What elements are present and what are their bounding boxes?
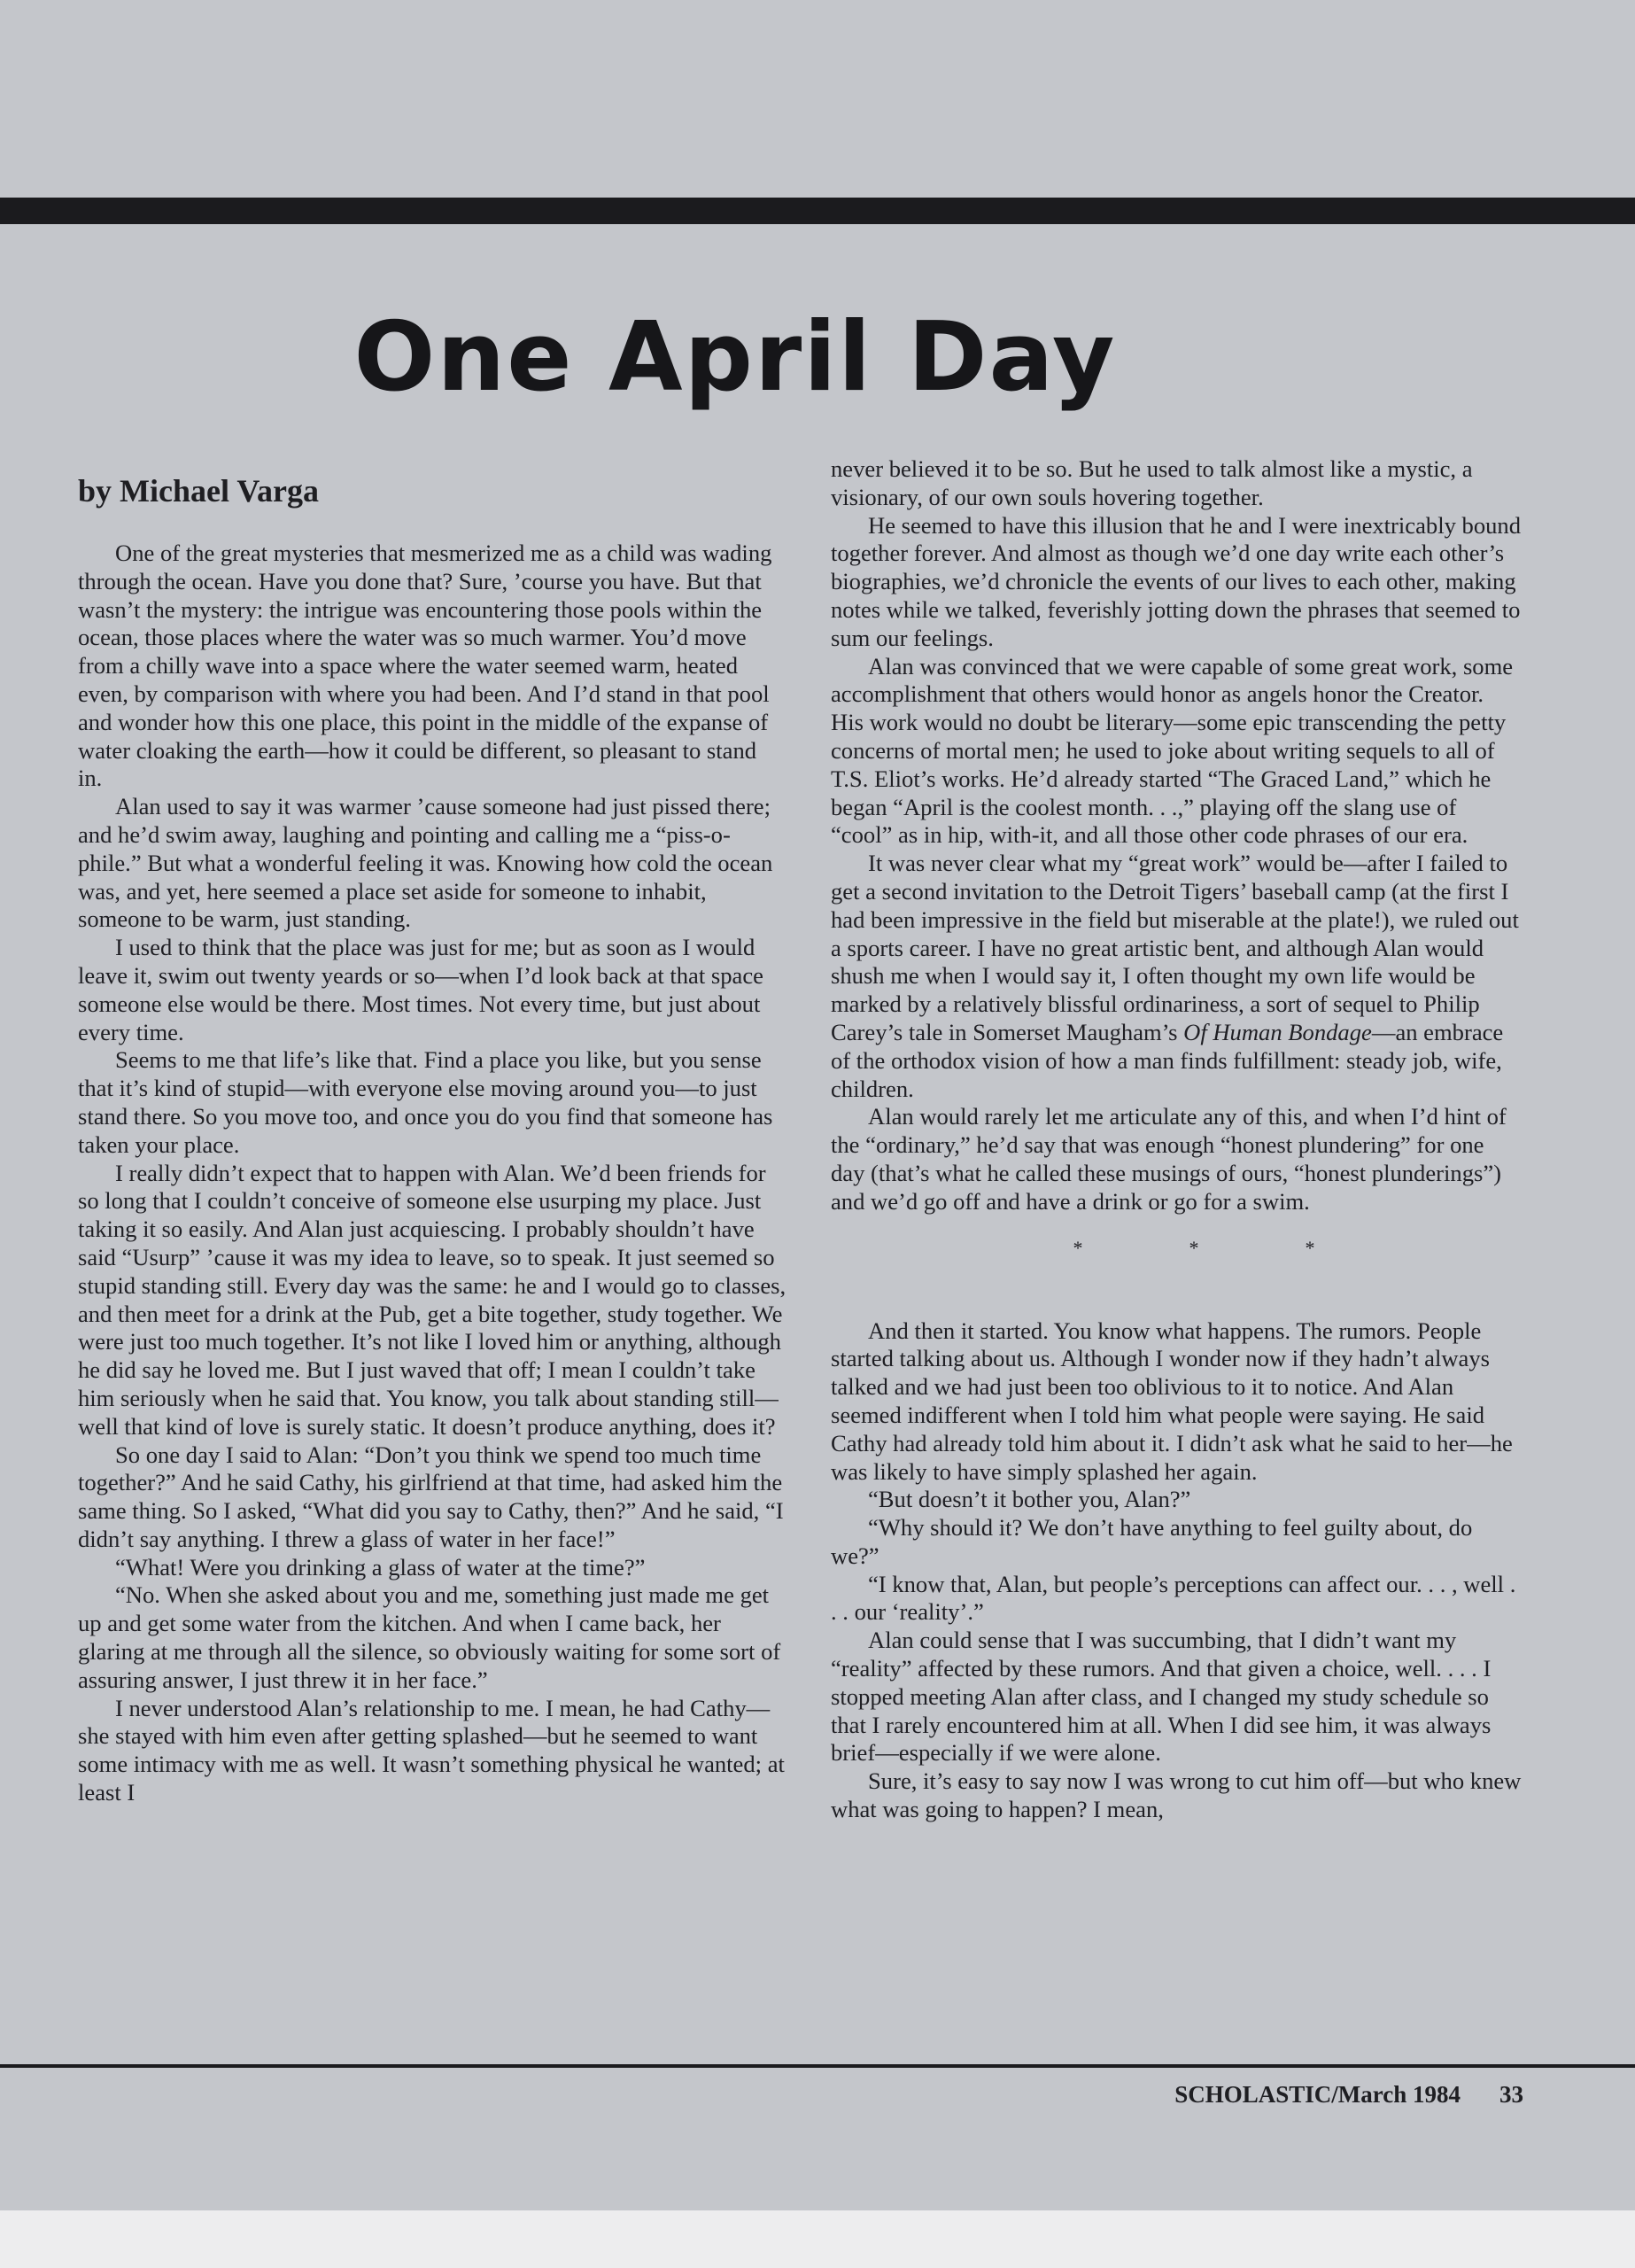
paragraph: “No. When she asked about you and me, something just made me get up and get some water from the kitchen. And when I came back, her glaring at me through all the silence, so obviously waiting for some sort of assuring answer, I just threw it in her face.” bbox=[78, 1581, 781, 1693]
page-number: 33 bbox=[1499, 2081, 1523, 2108]
paragraph: Alan would rarely let me articulate any of this, and when I’d hint of the “ordinary,” he’d say that was enough “honest plundering” for one day (that’s what he called these musings of ours, “honest plunderings”) and we’d go off and have a drink or go for a swim. bbox=[831, 1103, 1507, 1215]
paragraph bbox=[831, 850, 1522, 1103]
paragraph: So one day I said to Alan: “Don’t you think we spend too much time together?” And he said Cathy, his girlfriend at that time, had asked him the same thing. So I asked, “What did you say to Cathy, then?” And he said, “I didn’t say anything. I threw a glass of water in her face!” bbox=[78, 1441, 784, 1552]
page-footer bbox=[1174, 2081, 1523, 2109]
paragraph: Alan was convinced that we were capable of some great work, some accomplishment that others would honor as angels honor the Creator. His work would no doubt be literary—some epic transcending the petty concerns of mortal men; he used to joke about writing sequels to all of T.S. Eliot’s works. He’d already started “The Graced Land,” which he began “April is the coolest month. . .,” playing off the slang use of “cool” as in hip, with-it, and all those other code phrases of our era. bbox=[831, 652, 1514, 849]
paragraph: never believed it to be so. But he used to talk almost like a mystic, a visionary, of our own souls hovering together. bbox=[831, 455, 1473, 510]
top-rule bbox=[0, 198, 1635, 224]
paragraph: Sure, it’s easy to say now I was wrong to cut him off—but who knew what was going to happen? I mean, bbox=[831, 1767, 1522, 1823]
paragraph: Alan used to say it was warmer ’cause someone had just pissed there; and he’d swim away, laughing and pointing and calling me a “piss-o-phile.” But what a wonderful feeling it was. Knowing how cold the ocean was, and yet, here seemed a place set aside for someone to inhabit, someone to be warm, just standing. bbox=[78, 793, 773, 933]
paragraph: He seemed to have this illusion that he and I were inextricably bound together forever. And almost as though we’d one day write each other’s biographies, we’d chronicle the events of our lives to each other, making notes while we talked, feverishly jotting down the phrases that seemed to sum our feelings. bbox=[831, 511, 1522, 651]
section-break-star: * bbox=[1073, 1236, 1083, 1259]
section-break-star: * bbox=[1189, 1236, 1199, 1259]
paragraph: “What! Were you drinking a glass of water at the time?” bbox=[115, 1553, 646, 1581]
section-break bbox=[866, 1216, 1522, 1317]
text-run: It was never clear what my “great work” would be—after I failed to get a second invitation to the Detroit Tigers’ baseball camp (at the first I had been impressive in the field but miserable at the plate!), we ruled out a sports career. I have no great artistic bent, and although Alan would shush me when I would say it, I often thought my own life would be marked by a relatively blissful ordinariness, a sort of sequel to Philip Carey’s tale in Somerset Maugham’s bbox=[831, 850, 1519, 1045]
paragraph: One of the great mysteries that mesmerized me as a child was wading through the ocean. Have you done that? Sure, ’course you have. But that wasn’t the mystery: the intrigue was encountering those pools within the ocean, those places where the water was so much warmer. You’d move from a chilly wave into a space where the water seemed warm, heated even, by comparison with where you had been. And I’d stand in that pool and wonder how this one place, this point in the middle of the expanse of water cloaking the earth—how it could be different, so pleasant to stand in. bbox=[78, 540, 772, 792]
paragraph: “Why should it? We don’t have anything to feel guilty about, do we?” bbox=[831, 1514, 1473, 1569]
paragraph: Alan could sense that I was succumbing, that I didn’t want my “reality” affected by these rumors. And that given a choice, well. . . . I stopped meeting Alan after class, and I changed my study schedule so that I rarely encountered him at all. When I did see him, it was always brief—especially if we were alone. bbox=[831, 1627, 1492, 1767]
text-run: —an embrace of the orthodox vision of how a man finds fulfillment: steady job, wife, children. bbox=[831, 1018, 1504, 1102]
paragraph: Seems to me that life’s like that. Find a place you like, but you sense that it’s kind of stupid—with everyone else moving around you—to just stand there. So you move too, and once you do you find that someone has taken your place. bbox=[78, 1046, 773, 1158]
article-title: One April Day bbox=[353, 302, 1117, 413]
paragraph: And then it started. You know what happens. The rumors. People started talking about us. Although I wonder now if they hadn’t always talked and we had just been too oblivious to it to notice. And Alan seemed indifferent when I told him what people were saying. He said Cathy had already told him about it. I didn’t ask what he said to her—he was likely to have simply splashed her again. bbox=[831, 1317, 1513, 1485]
scan-margin bbox=[0, 2210, 1635, 2268]
article-byline: by Michael Varga bbox=[78, 473, 320, 509]
right-column bbox=[831, 455, 1522, 1824]
section-break-star: * bbox=[1305, 1236, 1315, 1259]
publication-line: SCHOLASTIC/March 1984 bbox=[1174, 2081, 1461, 2108]
paragraph: “But doesn’t it bother you, Alan?” bbox=[868, 1486, 1191, 1513]
paragraph: I really didn’t expect that to happen with Alan. We’d been friends for so long that I couldn’t conceive of someone else usurping my place. Just taking it so easily. And Alan just acquiescing. I probably shouldn’t have said “Usurp” ’cause it was my idea to leave, so to speak. It just seemed so stupid standing still. Every day was the same: he and I would go to classes, and then meet for a drink at the Pub, get a bite together, study together. We were just too much together. It’s not like I loved him or anything, although he did say he loved me. But I just waved that off; I mean I couldn’t take him seriously when he said that. You know, you talk about standing still—well that kind of love is surely static. It doesn’t produce anything, does it? bbox=[78, 1159, 787, 1440]
paragraph: “I know that, Alan, but people’s perceptions can affect our. . . , well . . . our ‘reality’.” bbox=[831, 1570, 1516, 1626]
book-title: Of Human Bondage bbox=[1183, 1018, 1372, 1045]
paragraph: I never understood Alan’s relationship to me. I mean, he had Cathy—she stayed with him even after getting splashed—but he seemed to want some intimacy with me as well. It wasn’t something physical he wanted; at least I bbox=[78, 1694, 785, 1806]
left-column bbox=[78, 540, 787, 1807]
bottom-rule bbox=[0, 2064, 1635, 2068]
paragraph: I used to think that the place was just for me; but as soon as I would leave it, swim out twenty yeards or so—when I’d look back at that space someone else would be there. Most times. Not every time, but just about every time. bbox=[78, 934, 763, 1045]
